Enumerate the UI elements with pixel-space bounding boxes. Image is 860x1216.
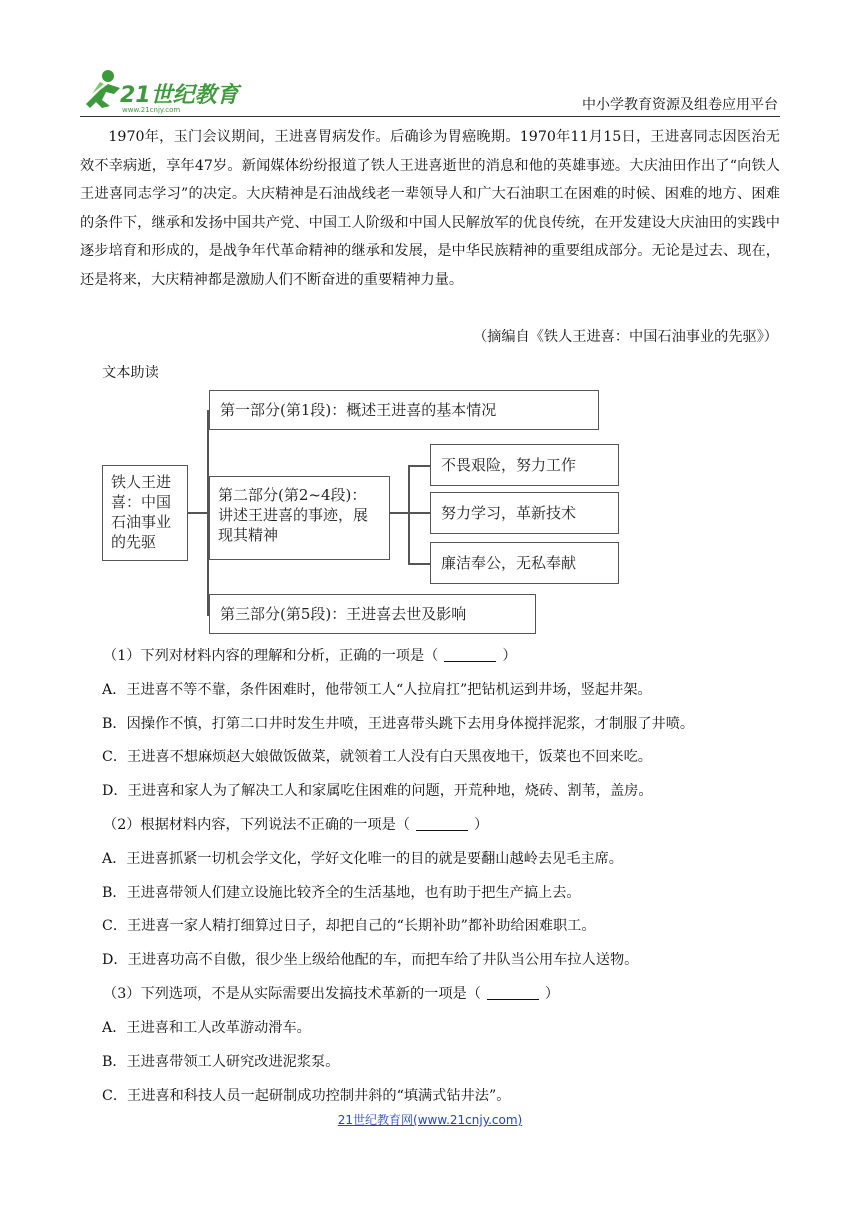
diagram-item-1: 不畏艰险，努力工作 [430,444,619,486]
answer-blank-3[interactable] [487,987,539,1000]
question-3-close: ） [544,986,560,1002]
question-2-close: ） [473,817,489,833]
answer-blank-1[interactable] [444,649,496,662]
q3-option-a: A．王进喜和工人改革游动滑车。 [102,1020,311,1036]
site-logo [80,68,250,116]
connector-item-2 [408,512,430,514]
diagram-root-box: 铁人王进喜：中国石油事业的先驱 [102,465,188,561]
header-divider [80,116,780,117]
diagram-part2-box: 第二部分(第2~4段)：讲述王进喜的事迹，展现其精神 [209,476,390,560]
footer-link[interactable]: 21世纪教育网(www.21cnjy.com) [337,1113,523,1127]
runner-logo-icon [80,68,250,116]
q1-option-d: D．王进喜和家人为了解决工人和家属吃住困难的问题，开荒种地，烧砖、割苇，盖房。 [102,783,653,799]
answer-blank-2[interactable] [416,818,468,831]
diagram-part1-box: 第一部分(第1段)：概述王进喜的基本情况 [209,390,599,430]
q2-option-d: D．王进喜功高不自傲，很少坐上级给他配的车，而把车给了井队当公用车拉人送物。 [102,952,639,968]
passage-source: （摘编自《铁人王进喜：中国石油事业的先驱》） [472,329,778,345]
question-2-stem [103,814,488,834]
q1-option-b: B．因操作不慎，打第二口井时发生井喷，王进喜带头跳下去用身体搅拌泥浆，才制服了井喷。 [102,716,695,732]
connector-part2 [390,512,409,514]
q2-option-a: A．王进喜抓紧一切机会学文化，学好文化唯一的目的就是要翻山越岭去见毛主席。 [102,851,623,867]
q1-option-c: C．王进喜不想麻烦赵大娘做饭做菜，就领着工人没有白天黑夜地干，饭菜也不回来吃。 [102,749,652,765]
q1-option-a: A．王进喜不等不靠，条件困难时，他带领工人“人拉肩扛”把钻机运到井场，竖起井架。 [102,682,652,698]
text-aid-title: 文本助读 [102,365,159,381]
logo-text: 21世纪教育 [120,83,239,108]
question-2-text: （2）根据材料内容，下列说法不正确的一项是（ [103,817,410,833]
q2-option-b: B．王进喜带领人们建立设施比较齐全的生活基地，也有助于把生产搞上去。 [102,885,581,901]
diagram-part3-box: 第三部分(第5段)：王进喜去世及影响 [209,594,536,634]
connector-root [188,512,208,514]
connector-item-1 [408,465,430,467]
logo-url: www.21cnjy.com [122,106,181,114]
q3-option-b: B．王进喜带领工人研究改进泥浆泵。 [102,1054,340,1070]
passage-paragraph: 1970年，玉门会议期间，王进喜胃病发作。后确诊为胃癌晚期。1970年11月15日，王进喜同志因医治无效不幸病逝，享年47岁。新闻媒体纷纷报道了铁人王进喜逝世的消息和他的英雄事迹。大庆油田作出了“向铁人王进喜同志学习”的决定。大庆精神是石油战线老一辈领导人和广大石油职工在困难的时候、困难的地方、困难的条件下，继承和发扬中国共产党、中国工人阶级和中国人民解放军的优良传统，在开发建设大庆油田的实践中逐步培育和形成的，是战争年代革命精神的继承和发展，是中华民族精神的重要组成部分。无论是过去、现在，还是将来，大庆精神都是激励人们不断奋进的重要精神力量。 [80,129,780,288]
question-1-text: （1）下列对材料内容的理解和分析，正确的一项是（ [103,648,439,664]
connector-item-3 [408,563,430,565]
diagram-item-3: 廉洁奉公，无私奉献 [430,542,619,584]
q2-option-c: C．王进喜一家人精打细算过日子，却把自己的“长期补助”都补助给困难职工。 [102,918,596,934]
question-1-close: ） [502,648,517,664]
diagram-item-2: 努力学习，革新技术 [430,492,619,534]
connector-vertical-2 [408,465,410,563]
question-1-stem [103,645,517,665]
question-3-text: （3）下列选项，不是从实际需要出发搞技术革新的一项是（ [103,986,481,1002]
platform-name: 中小学教育资源及组卷应用平台 [582,97,778,113]
question-3-stem [103,983,559,1003]
q3-option-c: C．王进喜和科技人员一起研制成功控制井斜的“填满式钻井法”。 [102,1088,511,1104]
